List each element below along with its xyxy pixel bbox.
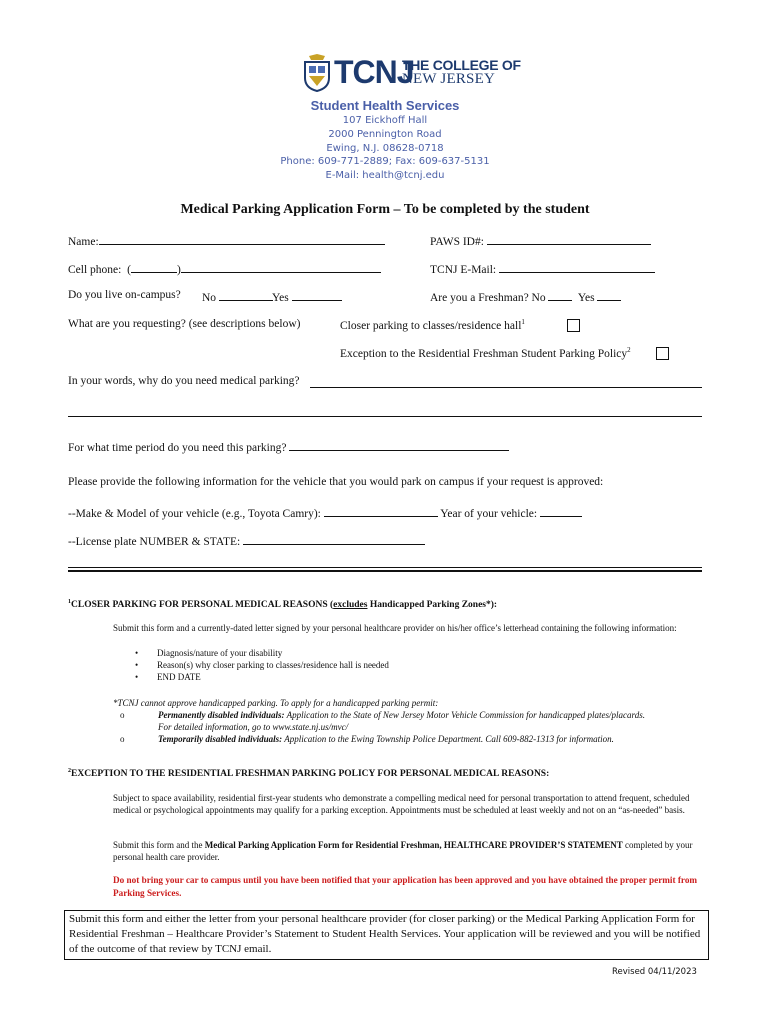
footnote-ref-1: 1 bbox=[521, 318, 525, 326]
freshman-label: Are you a Freshman? No bbox=[430, 292, 546, 304]
no-label: No bbox=[202, 292, 217, 304]
live-no-option bbox=[202, 289, 273, 304]
logo-line-1: THE COLLEGE OF bbox=[402, 57, 521, 73]
live-yes-field[interactable] bbox=[292, 289, 342, 301]
tcnj-email-field[interactable] bbox=[499, 261, 655, 273]
live-yes-option bbox=[272, 289, 342, 304]
handicapped-note: *TCNJ cannot approve handicapped parking. To apply for a handicapped parking permit: bbox=[113, 698, 439, 708]
footnote-ref-2: 2 bbox=[627, 346, 631, 354]
address-line: Ewing, N.J. 08628-0718 bbox=[326, 143, 444, 154]
email-label: TCNJ E-Mail: bbox=[430, 264, 497, 276]
period-field[interactable] bbox=[289, 439, 509, 451]
license-plate-field[interactable] bbox=[243, 533, 425, 545]
freshman-no-field[interactable] bbox=[548, 289, 572, 301]
temporary-disabled-item bbox=[158, 733, 698, 745]
paws-label: PAWS ID#: bbox=[430, 236, 484, 248]
live-no-field[interactable] bbox=[219, 289, 273, 301]
permanent-text: Application to the State of New Jersey Motor Vehicle Commission for handicapped plates/placards. For detailed information, go to www.state.nj.us/mvc/ bbox=[158, 710, 645, 732]
exception-checkbox[interactable] bbox=[656, 347, 669, 360]
address-line: 2000 Pennington Road bbox=[328, 129, 442, 140]
name-label: Name: bbox=[68, 236, 99, 248]
logo-wordmark: TCNJ bbox=[334, 54, 414, 90]
request-label: What are you requesting? (see descriptions below) bbox=[68, 318, 301, 330]
cell-label: Cell phone: bbox=[68, 264, 122, 276]
plate-label: --License plate NUMBER & STATE: bbox=[68, 536, 241, 548]
divider-top bbox=[68, 567, 702, 568]
period-label: For what time period do you need this parking? bbox=[68, 442, 287, 454]
section1-heading-excludes: excludes bbox=[333, 600, 368, 611]
why-field-line-1[interactable] bbox=[310, 387, 702, 388]
cell-phone-field[interactable] bbox=[181, 261, 381, 273]
email-line: E-Mail: health@tcnj.edu bbox=[325, 170, 445, 181]
yes-label: Yes bbox=[272, 292, 289, 304]
email-row bbox=[430, 261, 655, 276]
section1-heading-text-end: Handicapped Parking Zones*): bbox=[367, 600, 498, 611]
period-row bbox=[68, 439, 509, 454]
paws-row bbox=[430, 233, 651, 248]
option-exception bbox=[340, 346, 631, 360]
closer-parking-checkbox[interactable] bbox=[567, 319, 580, 332]
phone-fax-line: Phone: 609-771-2889; Fax: 609-637-5131 bbox=[280, 156, 490, 167]
option-closer-parking-label: Closer parking to classes/residence hall bbox=[340, 319, 522, 332]
form-title: Medical Parking Application Form – To be completed by the student bbox=[180, 202, 590, 217]
freshman-row bbox=[430, 289, 621, 304]
why-field-line-2[interactable] bbox=[68, 416, 702, 417]
section2-paragraph-1: Subject to space availability, residential first-year students who demonstrate a compelling medical need for personal transportation to attend frequent, scheduled medical or psychological appointments may qualify for a parking exception. Appointments must be scheduled at least weekly and not on an “as-needed” basis. bbox=[113, 793, 690, 815]
plate-row bbox=[68, 533, 425, 548]
section1-footnote-number: 1 bbox=[68, 599, 71, 605]
paws-id-field[interactable] bbox=[487, 233, 651, 245]
logo-college-name bbox=[402, 58, 521, 87]
para2-text: Submit this form and the bbox=[113, 840, 205, 850]
year-label: Year of your vehicle: bbox=[440, 508, 538, 520]
section1-heading-text: CLOSER PARKING FOR PERSONAL MEDICAL REASONS ( bbox=[71, 600, 334, 611]
section2-paragraph-2 bbox=[113, 839, 703, 863]
make-label: --Make & Model of your vehicle (e.g., Toyota Camry): bbox=[68, 508, 321, 520]
logo-line-2: NEW JERSEY bbox=[402, 71, 495, 87]
make-model-field[interactable] bbox=[324, 505, 438, 517]
temporary-label: Temporarily disabled individuals: bbox=[158, 734, 283, 744]
temporary-text: Application to the Ewing Township Police Department. Call 609-882-1313 for information. bbox=[282, 734, 614, 744]
name-row bbox=[68, 233, 385, 248]
sub-bullet-marker: o bbox=[120, 734, 125, 744]
warning-text: Do not bring your car to campus until you have been notified that your application has been approved and you have obtained the proper permit from Parking Services. bbox=[113, 875, 698, 898]
address-line: 107 Eickhoff Hall bbox=[342, 115, 428, 126]
freshman-yes-label: Yes bbox=[577, 292, 595, 304]
freshman-yes-field[interactable] bbox=[597, 289, 621, 301]
vehicle-intro: Please provide the following information for the vehicle that you would park on campus if your request is approved: bbox=[68, 476, 604, 488]
office-name: Student Health Services bbox=[310, 98, 460, 113]
area-code-field[interactable] bbox=[131, 261, 177, 273]
section1-bullet-list bbox=[113, 647, 673, 683]
cell-row: Cell phone: ( ) bbox=[68, 261, 381, 276]
list-item: • END DATE bbox=[113, 671, 673, 683]
divider-bottom bbox=[68, 570, 702, 572]
permanent-disabled-item bbox=[158, 709, 658, 733]
list-item: • Reason(s) why closer parking to classes/residence hall is needed bbox=[113, 659, 673, 671]
live-oncampus-question: Do you live on-campus? bbox=[68, 289, 181, 301]
para2-bold: Medical Parking Application Form for Residential Freshman, HEALTHCARE PROVIDER’S STATEMENT bbox=[204, 840, 623, 850]
college-seal-icon bbox=[303, 54, 331, 92]
option-closer-parking bbox=[340, 318, 525, 332]
section2-footnote-number: 2 bbox=[68, 768, 71, 774]
sub-bullet-marker: o bbox=[120, 710, 125, 720]
list-item: • Diagnosis/nature of your disability bbox=[113, 647, 673, 659]
section2-heading-text: EXCEPTION TO THE RESIDENTIAL FRESHMAN PARKING POLICY FOR PERSONAL MEDICAL REASONS: bbox=[71, 769, 550, 780]
section2-heading bbox=[68, 768, 549, 779]
submission-instructions-box: Submit this form and either the letter from your personal healthcare provider (for closer parking) or the Medical Parking Application Form for Residential Freshman – Healthcare Provider’s Statement to Student Health Services. Your application will be reviewed and you will be notified of the outcome of that review by TCNJ email. bbox=[64, 910, 709, 960]
revision-date: Revised 04/11/2023 bbox=[612, 967, 697, 977]
why-label: In your words, why do you need medical parking? bbox=[68, 375, 300, 387]
para2-text-end: completed by your personal health care provider. bbox=[113, 840, 693, 862]
section1-heading bbox=[68, 599, 497, 610]
permanent-label: Permanently disabled individuals: bbox=[158, 710, 285, 720]
option-exception-label: Exception to the Residential Freshman Student Parking Policy bbox=[340, 347, 628, 360]
year-field[interactable] bbox=[540, 505, 582, 517]
make-row bbox=[68, 505, 582, 520]
section1-intro: Submit this form and a currently-dated letter signed by your personal healthcare provider on his/her office’s letterhead containing the following information: bbox=[113, 623, 677, 633]
name-field[interactable] bbox=[99, 233, 385, 245]
